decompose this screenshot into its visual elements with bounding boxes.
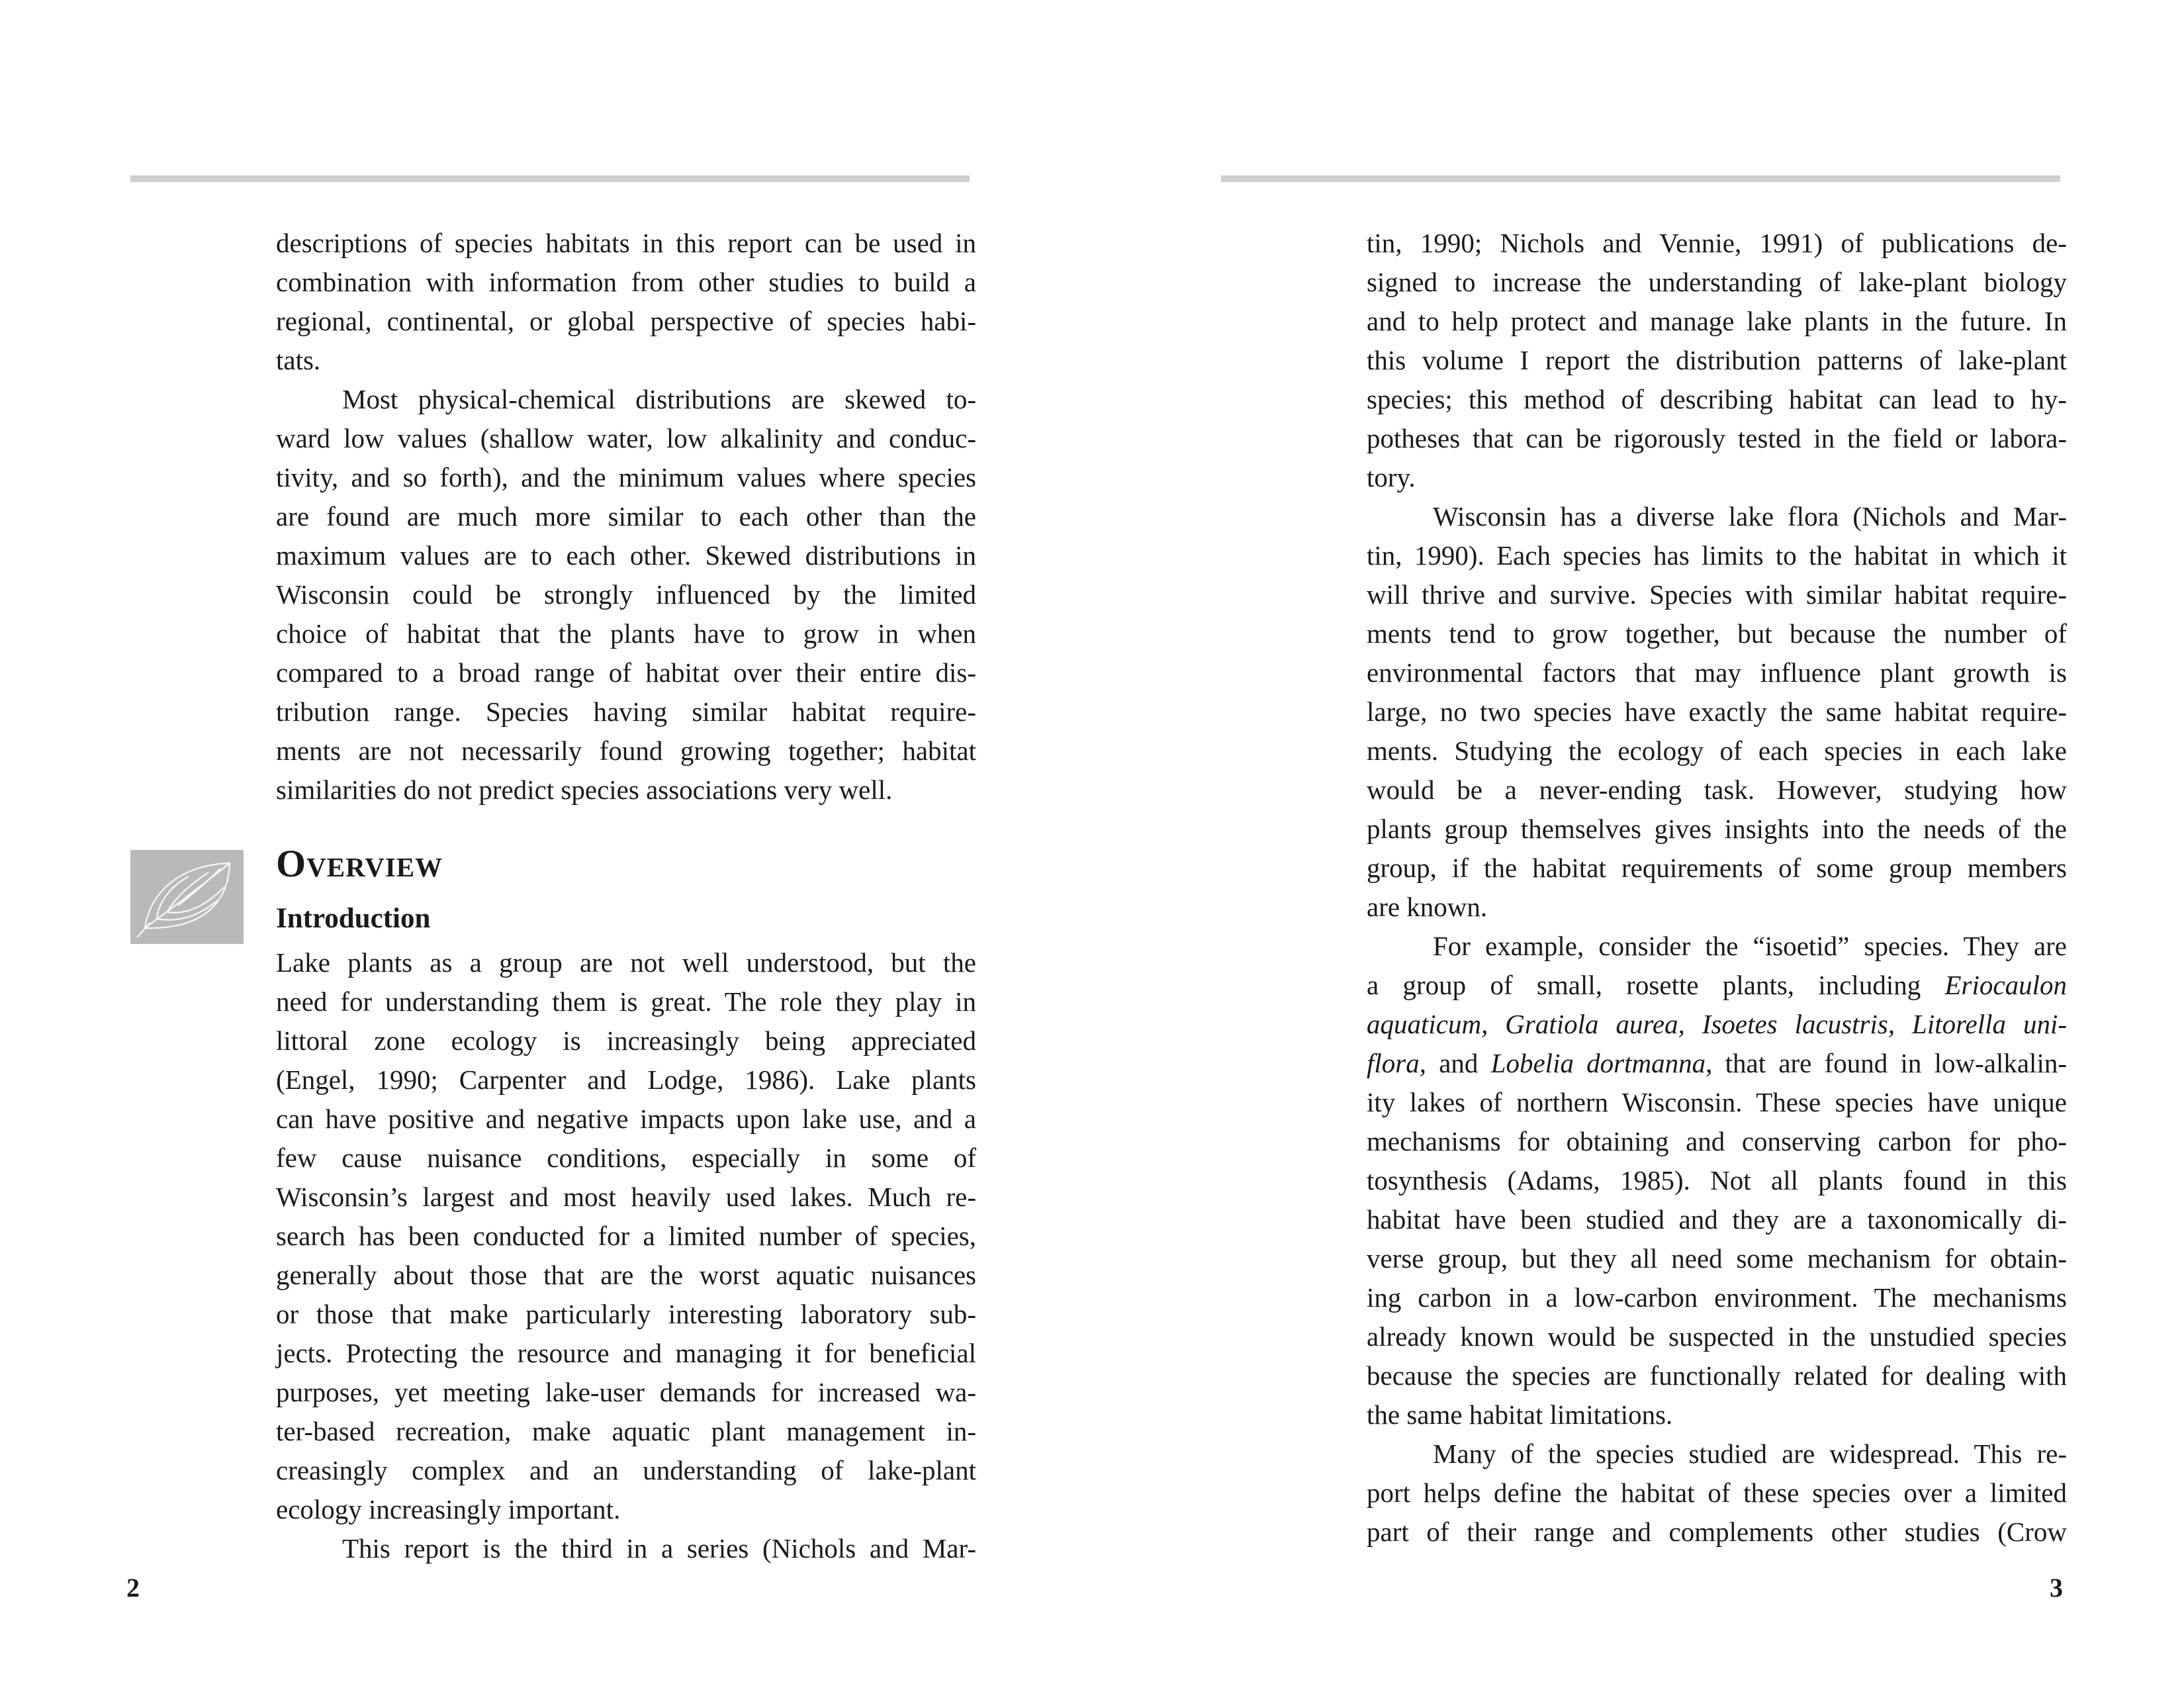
text-line: ing carbon in a low-carbon environment. The mechanisms <box>1367 1282 2067 1313</box>
text-line: species; this method of describing habitat can lead to hy- <box>1367 384 2067 414</box>
text-run: a group of small, rosette plants, including <box>1367 970 1945 1000</box>
text-line: part of their range and complements other studies (Crow <box>1367 1517 2067 1547</box>
text-line: potheses that can be rigorously tested in the field or labora- <box>1367 423 2067 453</box>
text-line: tory. <box>1367 462 1416 492</box>
text-line: environmental factors that may influence plant growth is <box>1367 657 2067 688</box>
text-line: or those that make particularly interesting laboratory sub- <box>276 1299 976 1329</box>
text-line: tin, 1990; Nichols and Vennie, 1991) of publications de- <box>1367 228 2067 258</box>
text-run: and <box>1426 1048 1491 1078</box>
text-line: purposes, yet meeting lake-user demands for increased wa- <box>276 1377 976 1407</box>
text-line: combination with information from other studies to build a <box>276 267 976 297</box>
text-line: ments are not necessarily found growing together; habitat <box>276 735 976 766</box>
text-line-isoetid-3 <box>1367 1044 2067 1083</box>
text-line: tosynthesis (Adams, 1985). Not all plants found in this <box>1367 1165 2067 1196</box>
text-line: verse group, but they all need some mechanism for obtain- <box>1367 1243 2067 1274</box>
text-line: plants group themselves gives insights into the needs of the <box>1367 814 2067 844</box>
text-line: creasingly complex and an understanding of lake-plant <box>276 1455 976 1485</box>
species-name: Eriocaulon <box>1944 970 2067 1000</box>
text-line: are found are much more similar to each other than the <box>276 501 976 532</box>
text-line: search has been conducted for a limited number of species, <box>276 1221 976 1251</box>
left-top-text <box>276 224 976 810</box>
text-line: maximum values are to each other. Skewed distributions in <box>276 540 976 571</box>
text-line: the same habitat limitations. <box>1367 1399 1673 1430</box>
text-line: jects. Protecting the resource and managing it for beneficial <box>276 1338 976 1368</box>
text-line: ecology increasingly important. <box>276 1494 621 1524</box>
text-line: signed to increase the understanding of lake-plant biology <box>1367 267 2067 297</box>
species-name: flora, <box>1367 1048 1426 1078</box>
text-line: tribution range. Species having similar habitat require- <box>276 696 976 727</box>
text-line-isoetid-1 <box>1367 966 2067 1005</box>
header-rule-right <box>1221 175 2060 182</box>
text-line: ments tend to grow together, but because the number of <box>1367 618 2067 649</box>
text-line: this volume I report the distribution patterns of lake-plant <box>1367 345 2067 375</box>
left-bottom-text <box>276 943 976 1568</box>
text-line: because the species are functionally related for dealing with <box>1367 1360 2067 1391</box>
leaf-icon <box>130 850 244 944</box>
text-line: already known would be suspected in the unstudied species <box>1367 1321 2067 1352</box>
text-line: generally about those that are the worst aquatic nuisances <box>276 1260 976 1290</box>
text-line: tats. <box>276 345 321 375</box>
text-line: Wisconsin’s largest and most heavily used lakes. Much re- <box>276 1182 976 1212</box>
header-rule-left <box>130 175 970 182</box>
text-line: group, if the habitat requirements of some group members <box>1367 853 2067 883</box>
text-line: tin, 1990). Each species has limits to the habitat in which it <box>1367 540 2067 571</box>
text-line: will thrive and survive. Species with similar habitat require- <box>1367 579 2067 610</box>
text-line: For example, consider the “isoetid” species. They are <box>1433 931 2067 961</box>
text-line: compared to a broad range of habitat over their entire dis- <box>276 657 976 688</box>
right-text <box>1367 224 2067 1552</box>
text-line: This report is the third in a series (Nichols and Mar- <box>342 1533 976 1564</box>
text-line: Wisconsin has a diverse lake flora (Nichols and Mar- <box>1433 501 2067 532</box>
text-line: ity lakes of northern Wisconsin. These species have unique <box>1367 1087 2067 1117</box>
text-line: ter-based recreation, make aquatic plant management in- <box>276 1416 976 1446</box>
text-line: Wisconsin could be strongly influenced by the limited <box>276 579 976 610</box>
text-line: mechanisms for obtaining and conserving carbon for pho- <box>1367 1126 2067 1156</box>
text-line: Many of the species studied are widespread. This re- <box>1433 1438 2067 1469</box>
page-number-left: 2 <box>126 1573 140 1603</box>
text-line: ward low values (shallow water, low alkalinity and conduc- <box>276 423 976 453</box>
text-line: Lake plants as a group are not well understood, but the <box>276 947 976 978</box>
text-line: few cause nuisance conditions, especially in some of <box>276 1143 976 1173</box>
species-name: Lobelia dortmanna <box>1490 1048 1706 1078</box>
text-line: descriptions of species habitats in this report can be used in <box>276 228 976 258</box>
text-line: similarities do not predict species associations very well. <box>276 774 893 805</box>
text-line: can have positive and negative impacts upon lake use, and a <box>276 1103 976 1134</box>
text-line: choice of habitat that the plants have to grow in when <box>276 618 976 649</box>
text-line: ments. Studying the ecology of each species in each lake <box>1367 735 2067 766</box>
text-line: large, no two species have exactly the same habitat require- <box>1367 696 2067 727</box>
text-line: Most physical-chemical distributions are skewed to- <box>342 384 976 414</box>
text-line: port helps define the habitat of these species over a limited <box>1367 1477 2067 1508</box>
text-line: need for understanding them is great. The role they play in <box>276 986 976 1017</box>
subheading: Introduction <box>276 903 431 934</box>
text-line: regional, continental, or global perspective of species habi- <box>276 306 976 336</box>
text-line-isoetid-2: aquaticum, Gratiola aurea, Isoetes lacustris, Litorella uni- <box>1367 1009 2067 1039</box>
section-heading: Overview <box>276 842 443 885</box>
text-line: would be a never-ending task. However, studying how <box>1367 774 2067 805</box>
page-number-right: 3 <box>2050 1573 2063 1603</box>
text-run: , that are found in low-alkalin- <box>1706 1048 2067 1078</box>
text-line: habitat have been studied and they are a taxonomically di- <box>1367 1204 2067 1235</box>
text-line: (Engel, 1990; Carpenter and Lodge, 1986). Lake plants <box>276 1064 976 1095</box>
text-line: littoral zone ecology is increasingly being appreciated <box>276 1025 976 1056</box>
text-line: tivity, and so forth), and the minimum values where species <box>276 462 976 492</box>
text-line: are known. <box>1367 892 1488 922</box>
text-line: and to help protect and manage lake plants in the future. In <box>1367 306 2067 336</box>
